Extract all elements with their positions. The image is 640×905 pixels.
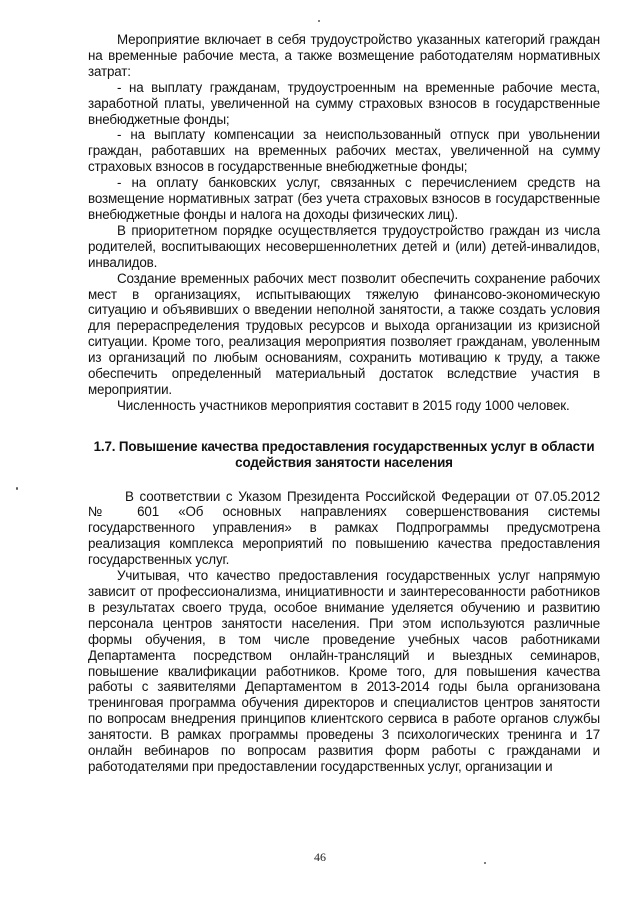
section-heading: 1.7. Повышение качества предоставления государственных услуг в области содействия занятости населения <box>93 438 595 470</box>
paragraph: Мероприятие включает в себя трудоустройство указанных категорий граждан на временные рабочие места, а также возмещение работодателям нормативных затрат: <box>88 32 600 79</box>
top-paragraphs <box>88 32 600 414</box>
scan-speck <box>318 20 320 22</box>
scan-speck <box>16 487 18 490</box>
paragraph: Численность участников мероприятия составит в 2015 году 1000 человек. <box>117 397 570 413</box>
document-page <box>88 32 600 775</box>
paragraph: Учитывая, что качество предоставления государственных услуг напрямую зависит от профессионализма, инициативности и заинтересованности работников в результатах своего труда, особое внимание уделяется обучению и развитию персонала центров занятости населения. При этом используются различные формы обучения, в том числе проведение учебных часов работниками Департамента посредством онлайн-трансляций и выездных семинаров, повышение квалификации работников. Кроме того, для повышения качества работы с заявителями Департаментом в 2013-2014 годы была организована тренинговая программа обучения директоров и специалистов центров занятости по вопросам внедрения принципов клиентского сервиса в работе органов службы занятости. В рамках программы проведены 3 психологических тренинга и 17 онлайн вебинаров по вопросам развития форм работы с гражданами и работодателями при предоставлении государственных услуг, организации и <box>88 568 600 774</box>
list-item: - на выплату гражданам, трудоустроенным на временные рабочие места, заработной платы, увеличенной на сумму страховых взносов в государственные внебюджетные фонды; <box>88 79 600 127</box>
page-number: 46 <box>314 850 326 864</box>
bottom-paragraphs <box>88 489 600 775</box>
list-item: - на оплату банковских услуг, связанных с перечислением средств на возмещение нормативных затрат (без учета страховых взносов в государственные внебюджетные фонды и налога на доходы физических лиц). <box>88 175 600 222</box>
paragraph: Создание временных рабочих мест позволит обеспечить сохранение рабочих мест в организациях, испытывающих тяжелую финансово-экономическую ситуацию и объявивших о введении неполной занятости, а также создать условия для перераспределения трудовых ресурсов и выхода организации из кризисной ситуации. Кроме того, реализация мероприятия позволяет гражданам, уволенным из организаций по любым основаниям, сохранить мотивацию к труду, а также обеспечить определенный материальный достаток вследствие участия в мероприятии. <box>88 270 600 397</box>
list-item: - на выплату компенсации за неиспользованный отпуск при увольнении граждан, работавших на временных рабочих местах, увеличенной на сумму страховых взносов в государственные внебюджетные фонды; <box>88 127 600 175</box>
paragraph: В приоритетном порядке осуществляется трудоустройство граждан из числа родителей, воспитывающих несовершеннолетних детей и (или) детей-инвалидов, инвалидов. <box>88 222 600 270</box>
scan-speck <box>484 862 486 864</box>
paragraph: В соответствии с Указом Президента Российской Федерации от 07.05.2012 № 601 «Об основных направлениях совершенствования системы государственного управления» в рамках Подпрограммы предусмотрена реализация комплекса мероприятий по повышению качества предоставления государственных услуг. <box>88 488 600 568</box>
